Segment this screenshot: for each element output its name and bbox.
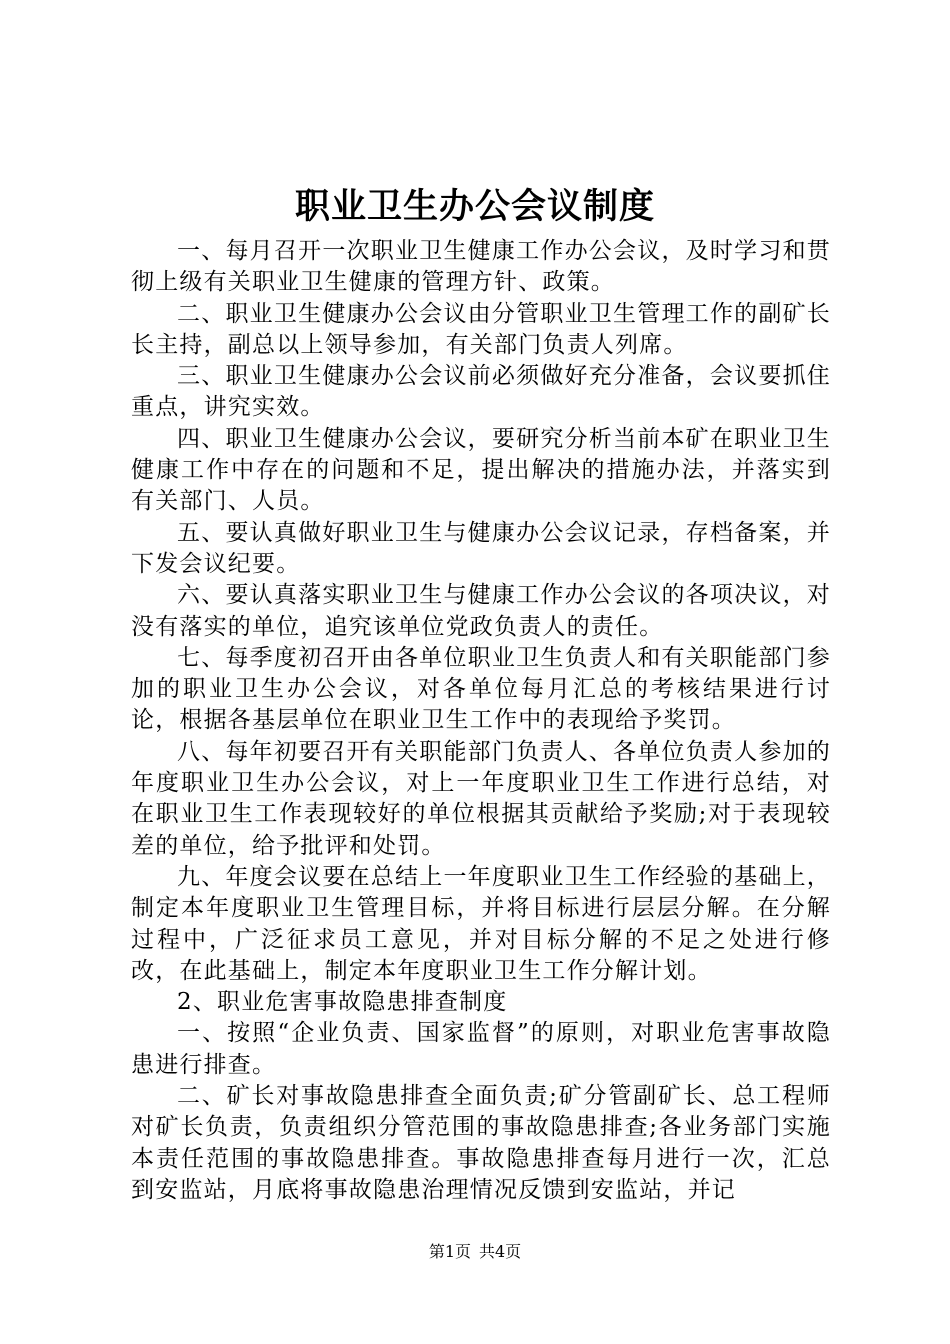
paragraph: 二、矿长对事故隐患排查全面负责;矿分管副矿长、总工程师对矿长负责，负责组织分管范围的事故隐患排查;各业务部门实施本责任范围的事故隐患排查。事故隐患排查每月进行一次，汇总到安监站，月底将事故隐患治理情况反馈到安监站，并记 <box>131 1083 831 1203</box>
page-number: 第1页 <box>428 1242 471 1261</box>
paragraph: 三、职业卫生健康办公会议前必须做好充分准备，会议要抓住重点，讲究实效。 <box>131 363 831 421</box>
paragraph: 四、职业卫生健康办公会议，要研究分析当前本矿在职业卫生健康工作中存在的问题和不足，提出解决的措施办法，并落实到有关部门、人员。 <box>131 425 831 515</box>
paragraph: 五、要认真做好职业卫生与健康办公会议记录，存档备案，并下发会议纪要。 <box>131 519 831 577</box>
paragraph: 七、每季度初召开由各单位职业卫生负责人和有关职能部门参加的职业卫生办公会议，对各单位每月汇总的考核结果进行讨论，根据各基层单位在职业卫生工作中的表现给予奖罚。 <box>131 644 831 734</box>
paragraph: 一、每月召开一次职业卫生健康工作办公会议，及时学习和贯彻上级有关职业卫生健康的管理方针、政策。 <box>131 238 831 296</box>
paragraph: 二、职业卫生健康办公会议由分管职业卫生管理工作的副矿长长主持，副总以上领导参加，有关部门负责人列席。 <box>131 300 831 358</box>
page-total: 共4页 <box>479 1242 522 1261</box>
document-body <box>131 236 831 1206</box>
page-footer <box>0 1241 950 1263</box>
document-title: 职业卫生办公会议制度 <box>294 186 655 227</box>
section-heading: 2、职业危害事故隐患排查制度 <box>177 989 508 1016</box>
paragraph: 一、按照“企业负责、国家监督”的原则，对职业危害事故隐患进行排查。 <box>131 1020 831 1078</box>
paragraph: 八、每年初要召开有关职能部门负责人、各单位负责人参加的年度职业卫生办公会议，对上一年度职业卫生工作进行总结，对在职业卫生工作表现较好的单位根据其贡献给予奖励;对于表现较差的单位，给予批评和处罚。 <box>131 738 831 859</box>
paragraph: 六、要认真落实职业卫生与健康工作办公会议的各项决议，对没有落实的单位，追究该单位党政负责人的责任。 <box>131 582 831 640</box>
paragraph: 九、年度会议要在总结上一年度职业卫生工作经验的基础上，制定本年度职业卫生管理目标，并将目标进行层层分解。在分解过程中，广泛征求员工意见，并对目标分解的不足之处进行修改，在此基础上，制定本年度职业卫生工作分解计划。 <box>131 863 831 984</box>
